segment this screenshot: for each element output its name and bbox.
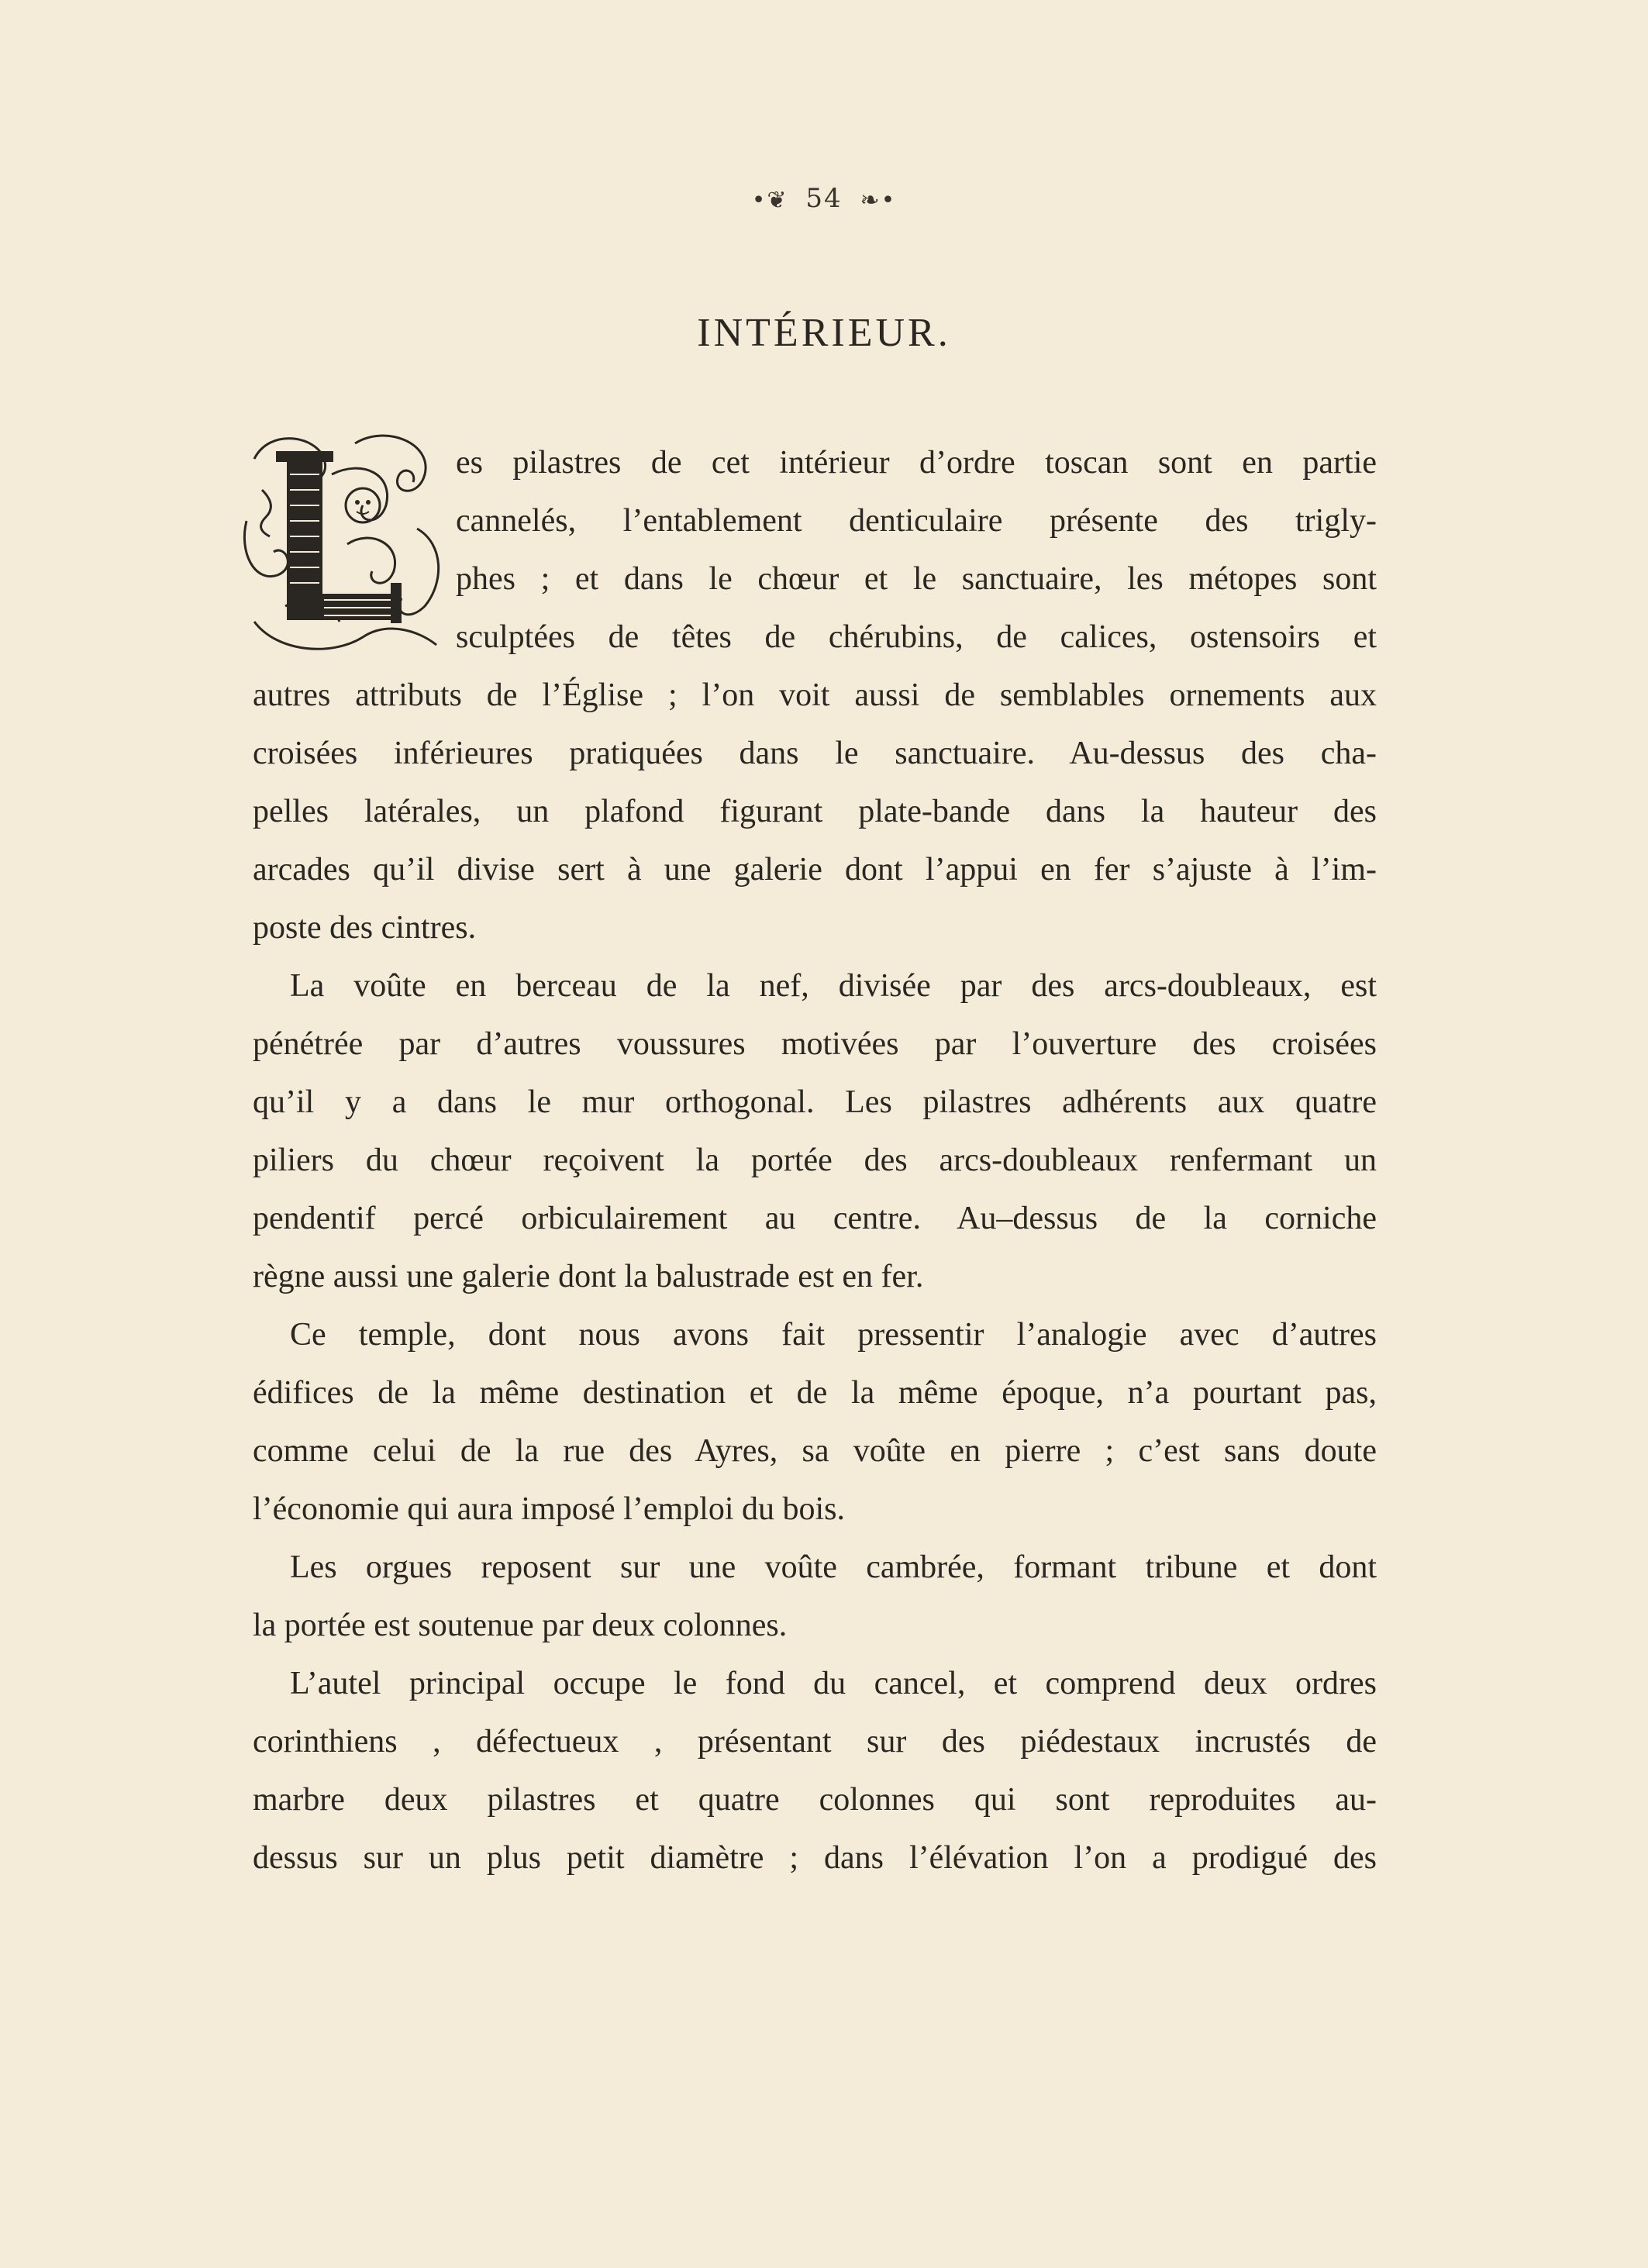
text-line: es pilastres de cet intérieur d’ordre toscan sont en partie [456, 445, 1377, 481]
text-line: édifices de la même destination et de la même époque, n’a pourtant pas, [253, 1375, 1377, 1411]
text-line: poste des cintres. [253, 910, 477, 946]
text-line: marbre deux pilastres et quatre colonnes qui sont reproduites au- [253, 1782, 1377, 1818]
page-number: 54 [805, 183, 843, 214]
text-line: cannelés, l’entablement denticulaire présente des trigly- [456, 503, 1377, 539]
text-line: l’économie qui aura imposé l’emploi du bois. [253, 1491, 845, 1527]
text-line: pelles latérales, un plafond figurant plate-bande dans la hauteur des [253, 794, 1377, 829]
drop-cap-ornament-icon [239, 428, 448, 660]
text-line: comme celui de la rue des Ayres, sa voûte en pierre ; c’est sans doute [253, 1433, 1377, 1469]
text-line: pendentif percé orbiculairement au centre. Au–dessus de la corniche [253, 1201, 1377, 1236]
text-line: corinthiens , défectueux , présentant sur des piédestaux incrustés de [253, 1724, 1377, 1760]
text-line: qu’il y a dans le mur orthogonal. Les pilastres adhérents aux quatre [253, 1084, 1377, 1120]
text-line: phes ; et dans le chœur et le sanctuaire, les métopes sont [456, 561, 1377, 597]
text-line: sculptées de têtes de chérubins, de calices, ostensoirs et [456, 619, 1377, 655]
text-line: pénétrée par d’autres voussures motivées par l’ouverture des croisées [253, 1026, 1377, 1062]
text-line: La voûte en berceau de la nef, divisée par des arcs-doubleaux, est [290, 968, 1377, 1004]
body-text [239, 428, 1377, 1887]
page-header [0, 183, 1648, 214]
ornament-right-icon: ❧• [860, 186, 897, 214]
text-line: la portée est soutenue par deux colonnes. [253, 1608, 788, 1643]
text-line: Les orgues reposent sur une voûte cambrée, formant tribune et dont [290, 1549, 1377, 1585]
text-line: Ce temple, dont nous avons fait pressentir l’analogie avec d’autres [290, 1317, 1377, 1353]
text-line: règne aussi une galerie dont la balustrade est en fer. [253, 1259, 924, 1294]
chapter-title: INTÉRIEUR. [697, 311, 951, 355]
text-line: piliers du chœur reçoivent la portée des arcs-doubleaux renfermant un [253, 1143, 1377, 1178]
text-line: dessus sur un plus petit diamètre ; dans l’élévation l’on a prodigué des [253, 1840, 1377, 1876]
text-line: croisées inférieures pratiquées dans le sanctuaire. Au-dessus des cha- [253, 736, 1377, 771]
text-line: autres attributs de l’Église ; l’on voit aussi de semblables ornements aux [253, 677, 1377, 713]
ornament-left-icon: •❦ [751, 186, 788, 214]
text-line: arcades qu’il divise sert à une galerie dont l’appui en fer s’ajuste à l’im- [253, 852, 1377, 888]
text-line: L’autel principal occupe le fond du cancel, et comprend deux ordres [290, 1666, 1377, 1701]
drop-cap-letter: L [239, 428, 240, 429]
